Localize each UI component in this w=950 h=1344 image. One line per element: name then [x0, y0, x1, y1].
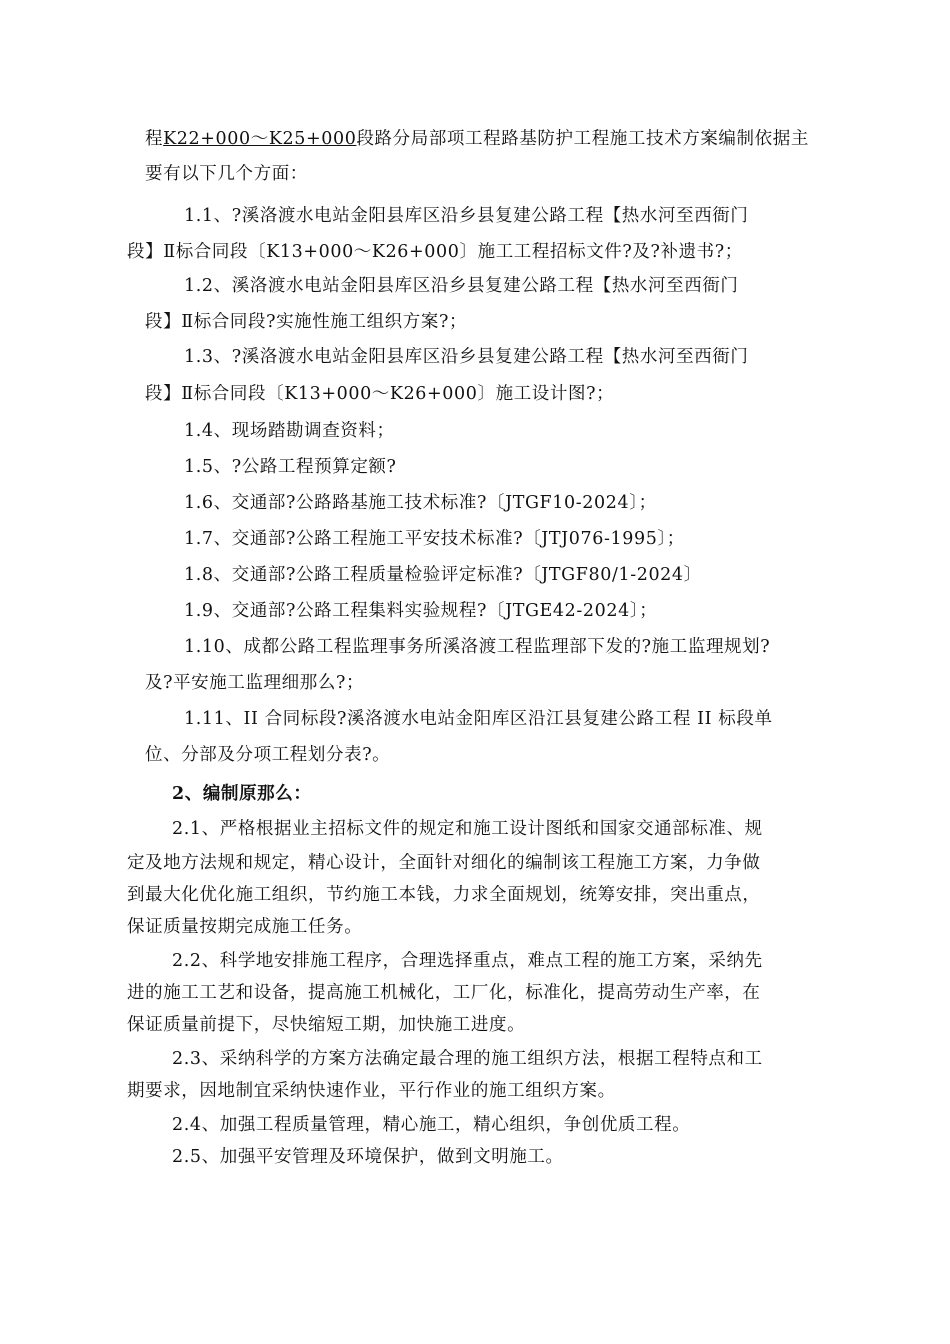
principle-1-line-3: 到最大化优化施工组织，节约施工本钱，力求全面规划，统筹安排，突出重点，	[127, 885, 761, 905]
intro-text-a: 程	[145, 129, 164, 149]
intro-line-2: 要有以下几个方面：	[145, 164, 308, 184]
principle-2-line-1: 2.2、科学地安排施工程序，合理选择重点，难点工程的施工方案，采纳先	[172, 951, 763, 971]
basis-item-8: 1.8、交通部?公路工程质量检验评定标准?〔JTGF80/1-2024〕	[184, 565, 702, 585]
principle-2-line-3: 保证质量前提下，尽快缩短工期，加快施工进度。	[127, 1015, 526, 1035]
principle-1-line-1: 2.1、严格根据业主招标文件的规定和施工设计图纸和国家交通部标准、规	[172, 819, 763, 839]
basis-item-5: 1.5、?公路工程预算定额?	[184, 457, 397, 477]
basis-item-4: 1.4、现场踏勘调查资料；	[184, 421, 395, 441]
basis-item-11-line-1: 1.11、II 合同标段?溪洛渡水电站金阳库区沿江县复建公路工程 II 标段单	[184, 709, 773, 729]
section-2-heading: 2、编制原那么：	[172, 784, 312, 804]
principle-3-line-1: 2.3、采纳科学的方案方法确定最合理的施工组织方法，根据工程特点和工	[172, 1049, 763, 1069]
basis-item-2-line-1: 1.2、溪洛渡水电站金阳县库区沿乡县复建公路工程【热水河至西衙门	[184, 276, 739, 296]
intro-line-1	[145, 128, 809, 150]
principle-2-line-2: 进的施工工艺和设备，提高施工机械化，工厂化，标准化，提高劳动生产率，在	[127, 983, 761, 1003]
basis-item-7: 1.7、交通部?公路工程施工平安技术标准?〔JTJ076-1995〕；	[184, 529, 685, 549]
basis-item-10-line-1: 1.10、成都公路工程监理事务所溪洛渡工程监理部下发的?施工监理规划?	[184, 637, 771, 657]
basis-item-3-line-2: 段】Ⅱ标合同段〔K13+000～K26+000〕施工设计图?；	[145, 384, 615, 404]
section-range-underlined: K22+000～K25+000	[163, 129, 357, 149]
basis-item-1-line-1: 1.1、?溪洛渡水电站金阳县库区沿乡县复建公路工程【热水河至西衙门	[184, 206, 749, 226]
principle-3-line-2: 期要求，因地制宜采纳快速作业，平行作业的施工组织方案。	[127, 1081, 616, 1101]
basis-item-2-line-2: 段】Ⅱ标合同段?实施性施工组织方案?；	[145, 312, 468, 332]
principle-4: 2.4、加强工程质量管理，精心施工，精心组织，争创优质工程。	[172, 1115, 691, 1135]
basis-item-6: 1.6、交通部?公路路基施工技术标准?〔JTGF10-2024〕；	[184, 493, 657, 513]
basis-item-11-line-2: 位、分部及分项工程划分表?。	[145, 745, 391, 765]
basis-item-9: 1.9、交通部?公路工程集料实验规程?〔JTGE42-2024〕；	[184, 601, 658, 621]
intro-text-b: 段路分局部项工程路基防护工程施工技术方案编制依据主	[356, 129, 809, 149]
principle-1-line-4: 保证质量按期完成施工任务。	[127, 917, 363, 937]
principle-1-line-2: 定及地方法规和规定，精心设计，全面针对细化的编制该工程施工方案，力争做	[127, 853, 761, 873]
principle-5: 2.5、加强平安管理及环境保护，做到文明施工。	[172, 1147, 564, 1167]
basis-item-10-line-2: 及?平安施工监理细那么?；	[145, 673, 365, 693]
basis-item-1-line-2: 段】Ⅱ标合同段〔K13+000～K26+000〕施工工程招标文件?及?补遗书?；	[127, 242, 743, 262]
basis-item-3-line-1: 1.3、?溪洛渡水电站金阳县库区沿乡县复建公路工程【热水河至西衙门	[184, 347, 749, 367]
